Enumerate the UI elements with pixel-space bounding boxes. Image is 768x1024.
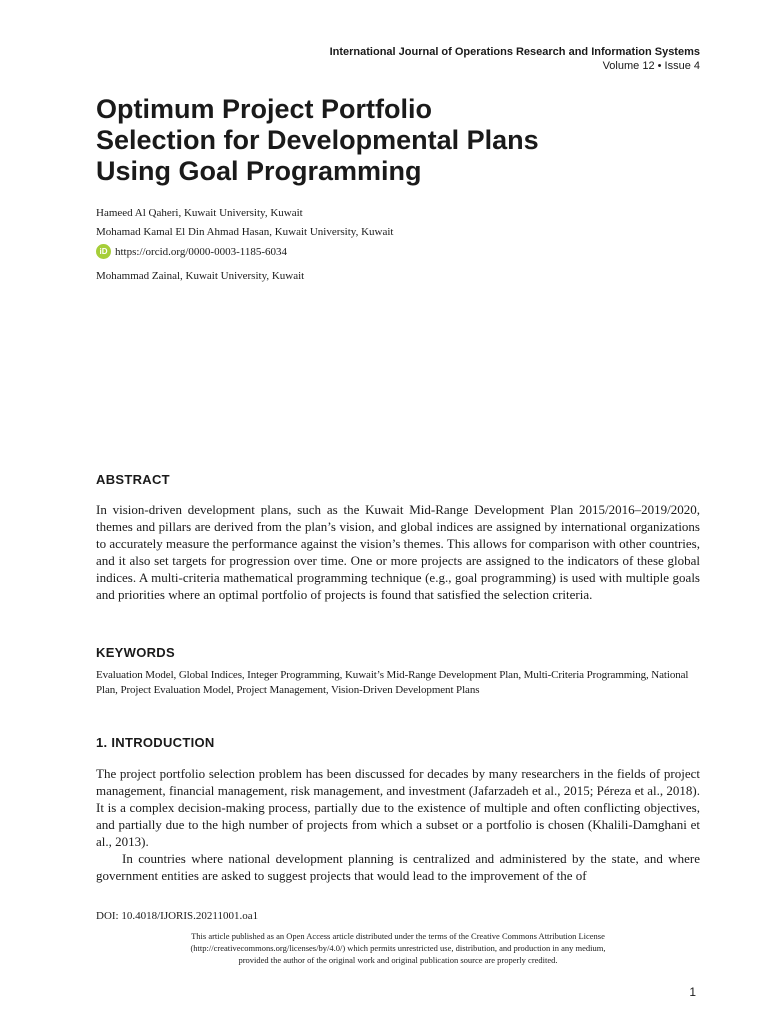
keywords-heading: KEYWORDS [96,645,175,660]
license-line: (http://creativecommons.org/licenses/by/4.0/) which permits unrestricted use, distribution, and production in any medium, [190,943,606,953]
abstract-text: In vision-driven development plans, such as the Kuwait Mid-Range Development Plan 2015/2016–2019/2020, themes and pillars are derived from the plan’s vision, and global indices are assigned by international organizations to accurately measure the performance against the vision’s themes. This allows for comparison with other countries, and it also set targets for progression over time. One or more projects are assigned to the indicators of these global indices. A multi-criteria mathematical programming technique (e.g., goal programming) is used with multiple goals and priorities where an optimal portfolio of projects is found that satisfied the selection criteria. [96,502,700,602]
author-2: Mohamad Kamal El Din Ahmad Hasan, Kuwait University, Kuwait [96,226,394,238]
orcid-link[interactable]: https://orcid.org/0000-0003-1185-6034 [115,245,288,258]
abstract-heading: ABSTRACT [96,472,170,487]
journal-header [96,45,700,73]
paper-title [96,94,656,187]
keywords-text: Evaluation Model, Global Indices, Integer Programming, Kuwait’s Mid-Range Development Plan, Multi-Criteria Programming, National Plan, Project Evaluation Model, Project Management, Vision-Driven Development Plans [96,669,689,696]
title-line: Optimum Project Portfolio [96,94,433,124]
orcid-icon: iD [96,244,111,259]
volume-issue: Volume 12 • Issue 4 [602,60,700,72]
page-number: 1 [689,985,696,999]
introduction-heading: 1. INTRODUCTION [96,735,215,750]
author-1: Hameed Al Qaheri, Kuwait University, Kuwait [96,207,303,219]
title-line: Using Goal Programming [96,156,422,186]
journal-name: International Journal of Operations Research and Information Systems [329,46,700,58]
license-line: This article published as an Open Access article distributed under the terms of the Creative Commons Attribution License [191,931,605,941]
introduction-paragraph-1: The project portfolio selection problem has been discussed for decades by many researchers in the fields of project management, financial management, risk management, and investment (Jafarzadeh et al., 2015; Péreza et al., 2018). It is a complex decision-making process, partially due to the existence of multiple and often conflicting objectives, and partially due to the high number of projects from which a subset or a portfolio is chosen (Khalili-Damghani et al., 2013). [96,766,700,849]
license-notice [96,930,700,966]
introduction-paragraph-2: In countries where national development planning is centralized and administered by the state, and where government entities are asked to suggest projects that would lead to the improvement of the of [96,851,700,883]
license-line: provided the author of the original work and original publication source are properly credited. [238,955,558,965]
orcid-row [96,244,287,259]
title-line: Selection for Developmental Plans [96,125,539,155]
author-3: Mohammad Zainal, Kuwait University, Kuwait [96,270,305,282]
doi: DOI: 10.4018/IJORIS.20211001.oa1 [96,910,259,922]
